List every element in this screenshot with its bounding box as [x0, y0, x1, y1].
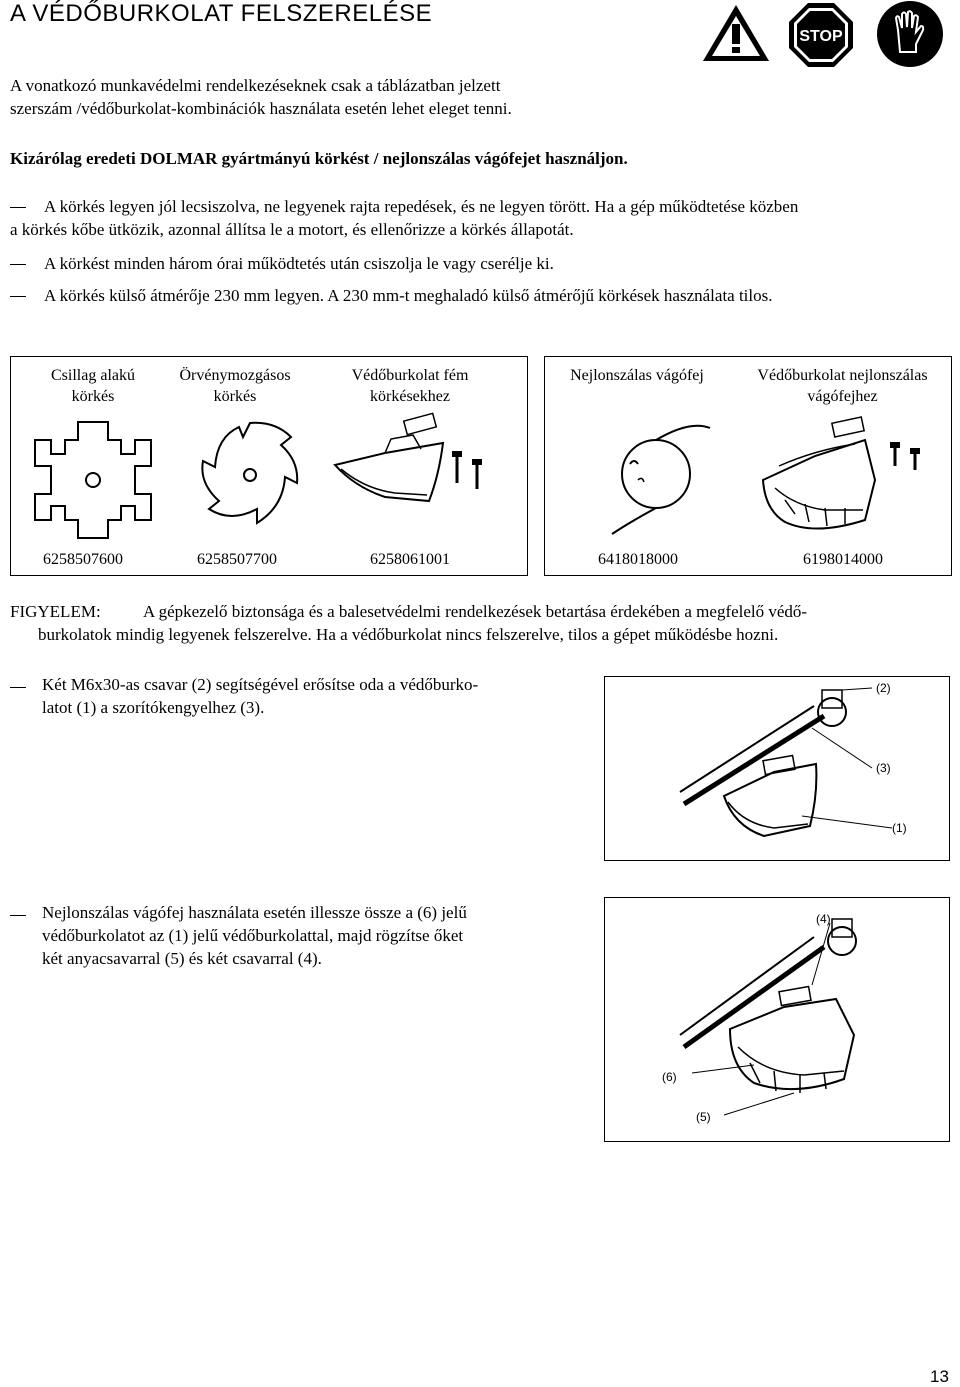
product-name-metal-guard: Védőburkolat fém körkésekhez — [351, 367, 469, 405]
dash-icon — [10, 264, 26, 265]
warning-triangle-icon — [700, 2, 772, 64]
part-number-nylon-head: 6418018000 — [598, 551, 678, 568]
bullet-sharpen: A körkést minden három órai működtetés után csiszolja le vagy cserélje ki. — [44, 254, 554, 273]
stop-sign-icon — [788, 2, 854, 68]
dash-icon — [10, 915, 26, 916]
stop-sign-text: STOP — [799, 28, 843, 45]
nylon-head-icon — [590, 410, 725, 540]
intro-line-1: A vonatkozó munkavédelmi rendelkezéseknek csak a táblázatban jelzett — [10, 76, 501, 95]
product-name-nylon-guard: Védőburkolat nejlonszálas vágófejhez — [757, 367, 928, 405]
bullet-blade-condition-cont: a körkés kőbe ütközik, azonnal állítsa le a motort, és ellenőrizze a körkés állapotát. — [10, 220, 574, 239]
warning-text-cont: burkolatok mindig legyenek felszerelve. Ha a védőburkolat nincs felszerelve, tilos a gépet működésbe hozni. — [38, 625, 779, 644]
gloves-icon — [876, 0, 944, 68]
step1-text-cont: latot (1) a szorítókengyelhez (3). — [42, 698, 265, 717]
intro-line-2: szerszám /védőburkolat-kombinációk használata esetén lehet eleget tenni. — [10, 99, 512, 118]
callout-2: (2) — [876, 681, 891, 695]
part-number-star-blade: 6258507600 — [43, 551, 123, 568]
part-number-swirl-blade: 6258507700 — [197, 551, 277, 568]
callout-3: (3) — [876, 761, 891, 775]
dolmar-notice: Kizárólag eredeti DOLMAR gyártmányú körkést / nejlonszálas vágófejet használjon. — [10, 149, 628, 168]
star-blade-icon — [33, 420, 153, 540]
swirl-blade-icon — [195, 415, 305, 535]
dash-icon — [10, 687, 26, 688]
dash-icon — [10, 207, 26, 208]
product-name-star-blade: Csillag alakú körkés — [51, 367, 135, 405]
bullet-blade-condition: A körkés legyen jól lecsiszolva, ne legyenek rajta repedések, és ne legyen törött. Ha a gép működtetése közben — [44, 197, 799, 216]
callout-4: (4) — [816, 912, 831, 926]
part-number-metal-guard: 6258061001 — [370, 551, 450, 568]
product-name-nylon-head: Nejlonszálas vágófej — [570, 367, 704, 384]
metal-guard-icon — [325, 405, 495, 515]
step1-text: Két M6x30-as csavar (2) segítségével erősítse oda a védőburko- — [42, 675, 479, 694]
warning-text: A gépkezelő biztonsága és a balesetvédelmi rendelkezések betartása érdekében a megfelelő védő- — [143, 602, 808, 621]
page-title: A VÉDŐBURKOLAT FELSZERELÉSE — [10, 0, 433, 27]
guard-mounting-diagram — [604, 676, 950, 861]
step2-text-cont-2: két anyacsavarral (5) és két csavarral (4). — [42, 949, 322, 968]
nylon-guard-icon — [755, 410, 940, 545]
bullet-diameter: A körkés külső átmérője 230 mm legyen. A 230 mm-t meghaladó külső átmérőjű körkések használata tilos. — [44, 286, 773, 305]
callout-5: (5) — [696, 1110, 711, 1124]
step2-text: Nejlonszálas vágófej használata esetén illessze össze a (6) jelű — [42, 903, 467, 922]
warning-label: FIGYELEM: — [10, 602, 101, 621]
part-number-nylon-guard: 6198014000 — [803, 551, 883, 568]
page-number: 13 — [930, 1367, 949, 1386]
dash-icon — [10, 296, 26, 297]
step2-text-cont: védőburkolatot az (1) jelű védőburkolattal, majd rögzítse őket — [42, 926, 464, 945]
product-name-swirl-blade: Örvénymozgásos körkés — [179, 367, 291, 405]
nylon-guard-mounting-diagram — [604, 897, 950, 1142]
callout-1: (1) — [892, 821, 907, 835]
callout-6: (6) — [662, 1070, 677, 1084]
